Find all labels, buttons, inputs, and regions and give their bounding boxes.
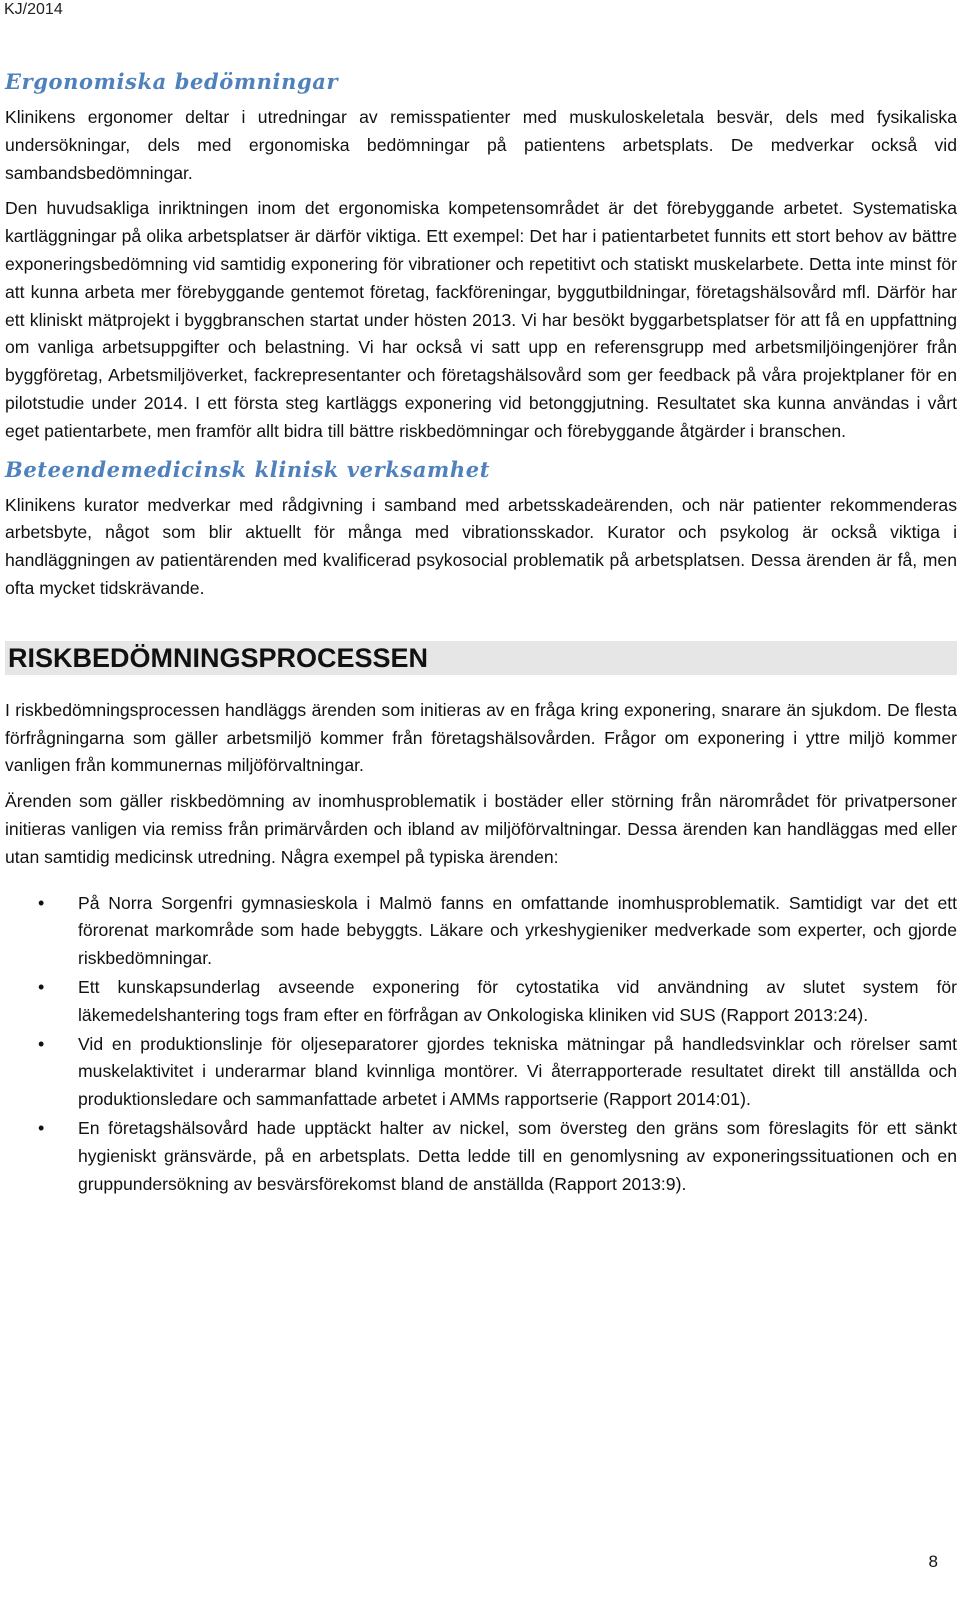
- page-number: 8: [928, 1552, 938, 1571]
- list-item-text: En företagshälsovård hade upptäckt halter av nickel, som översteg den gräns som föreslagits för ett sänkt hygieniskt gränsvärde, på en arbetsplats. Detta ledde till en genomlysning av exponeringssituationen och en gruppundersökning av besvärsförekomst bland de anställda (Rapport 2013:9).: [78, 1117, 957, 1194]
- ergonomics-paragraph-1: Klinikens ergonomer deltar i utredningar av remisspatienter med muskuloskeletala besvär, dels med fysikaliska undersökningar, dels med ergonomiska bedömningar på patientens arbetsplats. De medverkar också vid sambandsbedömningar.: [5, 107, 957, 183]
- running-header: KJ/2014: [4, 1, 63, 18]
- heading-ergonomics: Ergonomiska bedömningar: [5, 69, 339, 94]
- bullet-icon: •: [38, 976, 45, 997]
- list-item-text: På Norra Sorgenfri gymnasieskola i Malmö fanns en omfattande inomhusproblematik. Samtidigt var det ett förorenat markområde som hade bebyggts. Läkare och yrkeshygieniker medverkade som experter, och gjorde riskbedömningar.: [78, 892, 957, 969]
- page-body: [5, 68, 957, 1199]
- example-cases-list: [5, 890, 957, 1199]
- risk-paragraph-1: I riskbedömningsprocessen handläggs ärenden som initieras av en fråga kring exponering, snarare än sjukdom. De flesta förfrågningarna som gäller arbetsmiljö kommer från företagshälsovården. Frågor om exponering i yttre miljö kommer vanligen från kommunernas miljöförvaltningar.: [5, 699, 957, 776]
- bullet-icon: •: [38, 1033, 45, 1054]
- list-item: [5, 1031, 957, 1114]
- section-banner: [5, 641, 957, 675]
- ergonomics-paragraph-2: Den huvudsakliga inriktningen inom det ergonomiska kompetensområdet är det förebyggande arbetet. Systematiska kartläggningar på olika arbetsplatser är därför viktiga. Ett exempel: Det har i patientarbetet funnits ett stort behov av bättre exponeringsbedömning vid samtidig exponering för vibrationer och repetitivt och statiskt muskelarbete. Detta inte minst för att kunna arbeta mer förebyggande gentemot företag, fackföreningar, byggutbildningar, företagshälsovård mfl. Därför har ett kliniskt mätprojekt i byggbranschen startat under hösten 2013. Vi har besökt byggarbetsplatser för att få en uppfattning om vanliga arbetsuppgifter och belastning. Vi har också vi satt upp en referensgrupp med arbetsmiljöingenjörer från byggföretag, Arbetsmiljöverket, fackrepresentanter och företagshälsovård som ger feedback på våra projektplaner för en pilotstudie under 2014. I ett första steg kartläggs exponering vid betonggjutning. Resultatet ska kunna användas i vårt eget patientarbete, men framför allt bidra till bättre riskbedömningar och förebyggande åtgärder i branschen.: [5, 198, 957, 441]
- behavioral-paragraph-1: Klinikens kurator medverkar med rådgivning i samband med arbetsskadeärenden, och när patienter rekommenderas arbetsbyte, något som blir aktuellt för många med vibrationsskador. Kurator och psykolog är också viktiga i handläggningen av patientärenden med kvalificerad psykosocial problematik på arbetsplatsen. Dessa ärenden är få, men ofta mycket tidskrävande.: [5, 494, 957, 598]
- bullet-icon: •: [38, 892, 45, 913]
- list-item: [5, 1115, 957, 1198]
- bullet-icon: •: [38, 1117, 45, 1138]
- list-item: [5, 974, 957, 1030]
- list-item-text: Vid en produktionslinje för oljeseparatorer gjordes tekniska mätningar på handledsvinklar och rörelser samt muskelaktivitet i underarmar bland kvinnliga montörer. Vi återrapporterade resultatet direkt till anställda och produktionsledare och sammanfattade arbetet i AMMs rapportserie (Rapport 2014:01).: [78, 1033, 957, 1110]
- list-item-text: Ett kunskapsunderlag avseende exponering för cytostatika vid användning av slutet system för läkemedelshantering togs fram efter en förfrågan av Onkologiska kliniken vid SUS (Rapport 2013:24).: [78, 976, 957, 1025]
- heading-behavioral-medicine: Beteendemedicinsk klinisk verksamhet: [5, 456, 490, 482]
- heading-risk-assessment: RISKBEDÖMNINGSPROCESSEN: [8, 642, 429, 673]
- risk-paragraph-2: Ärenden som gäller riskbedömning av inomhusproblematik i bostäder eller störning från närområdet för privatpersoner initieras vanligen via remiss från primärvården och ibland av miljöförvaltningar. Dessa ärenden kan handläggas med eller utan samtidig medicinsk utredning. Några exempel på typiska ärenden:: [5, 791, 957, 867]
- list-item: [5, 890, 957, 973]
